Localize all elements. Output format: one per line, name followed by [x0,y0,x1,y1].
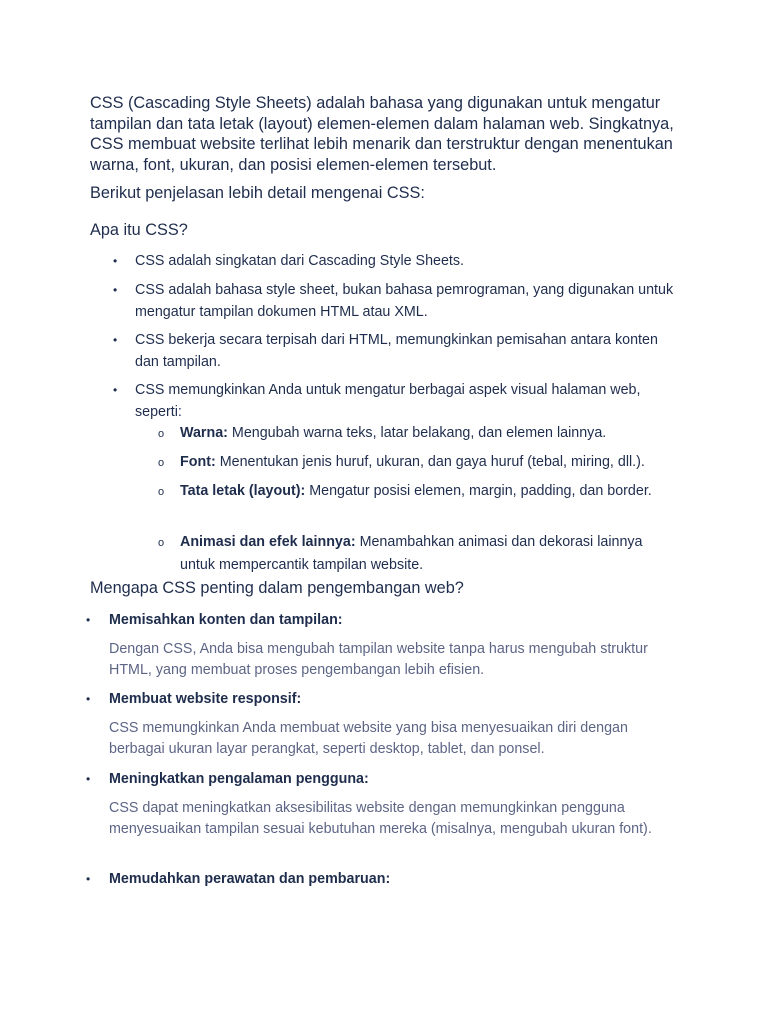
list-item-text: CSS adalah singkatan dari Cascading Style Sheets. [135,253,465,269]
lead-paragraph: Berikut penjelasan lebih detail mengenai CSS: [90,184,425,202]
aspect-term: Warna: [180,425,228,441]
heading-why-css-important: Mengapa CSS penting dalam pengembangan web? [90,579,464,597]
list-item-text: CSS adalah bahasa style sheet, bukan bahasa pemrograman, yang digunakan untuk mengatur tampilan dokumen HTML atau XML. [135,282,674,320]
bullet-icon: • [86,772,91,786]
reason-heading: Meningkatkan pengalaman pengguna: [109,771,369,787]
circle-bullet-icon: o [158,428,165,440]
aspect-description: Mengubah warna teks, latar belakang, dan elemen lainnya. [227,425,607,441]
sub-list-item-text [180,480,680,503]
bullet-icon: • [113,333,118,347]
reason-heading: Memudahkan perawatan dan pembaruan: [109,871,391,887]
reason-heading: Memisahkan konten dan tampilan: [109,612,343,628]
reason-description: Dengan CSS, Anda bisa mengubah tampilan website tanpa harus mengubah struktur HTML, yang membuat proses pengembangan lebih efisien. [109,641,648,678]
list-item-text: CSS memungkinkan Anda untuk mengatur berbagai aspek visual halaman web, seperti: [135,382,641,420]
bullet-icon: • [86,872,91,886]
aspect-term: Tata letak (layout): [180,483,306,499]
sub-list-item-text [180,451,680,474]
aspect-description: Menentukan jenis huruf, ukuran, dan gaya huruf (tebal, miring, dll.). [215,454,645,470]
circle-bullet-icon: o [158,537,165,549]
list-item-text: CSS bekerja secara terpisah dari HTML, memungkinkan pemisahan antara konten dan tampilan. [135,332,658,370]
reason-description: CSS dapat meningkatkan aksesibilitas website dengan memungkinkan pengguna menyesuaikan tampilan sesuai kebutuhan mereka (misalnya, mengubah ukuran font). [109,800,652,837]
aspect-term: Animasi dan efek lainnya: [180,534,356,550]
aspect-term: Font: [180,454,216,470]
heading-what-is-css: Apa itu CSS? [90,221,188,239]
bullet-icon: • [113,254,118,268]
sub-list-item-text [180,531,680,576]
bullet-icon: • [86,692,91,706]
sub-list-item-text [180,422,680,445]
bullet-icon: • [113,383,118,397]
aspect-description: Mengatur posisi elemen, margin, padding, dan border. [305,483,652,499]
bullet-icon: • [86,613,91,627]
aspect-description: Menambahkan animasi dan dekorasi lainnya untuk mempercantik tampilan website. [180,534,643,573]
circle-bullet-icon: o [158,486,165,498]
reason-heading: Membuat website responsif: [109,691,302,707]
reason-description: CSS memungkinkan Anda membuat website yang bisa menyesuaikan diri dengan berbagai ukuran layar perangkat, seperti desktop, tablet, dan ponsel. [109,720,628,757]
intro-paragraph: CSS (Cascading Style Sheets) adalah bahasa yang digunakan untuk mengatur tampilan dan tata letak (layout) elemen-elemen dalam halaman web. Singkatnya, CSS membuat website terlihat lebih menarik dan terstruktur dengan menentukan warna, font, ukuran, dan posisi elemen-elemen tersebut. [90,94,674,174]
circle-bullet-icon: o [158,457,165,469]
bullet-icon: • [113,283,118,297]
